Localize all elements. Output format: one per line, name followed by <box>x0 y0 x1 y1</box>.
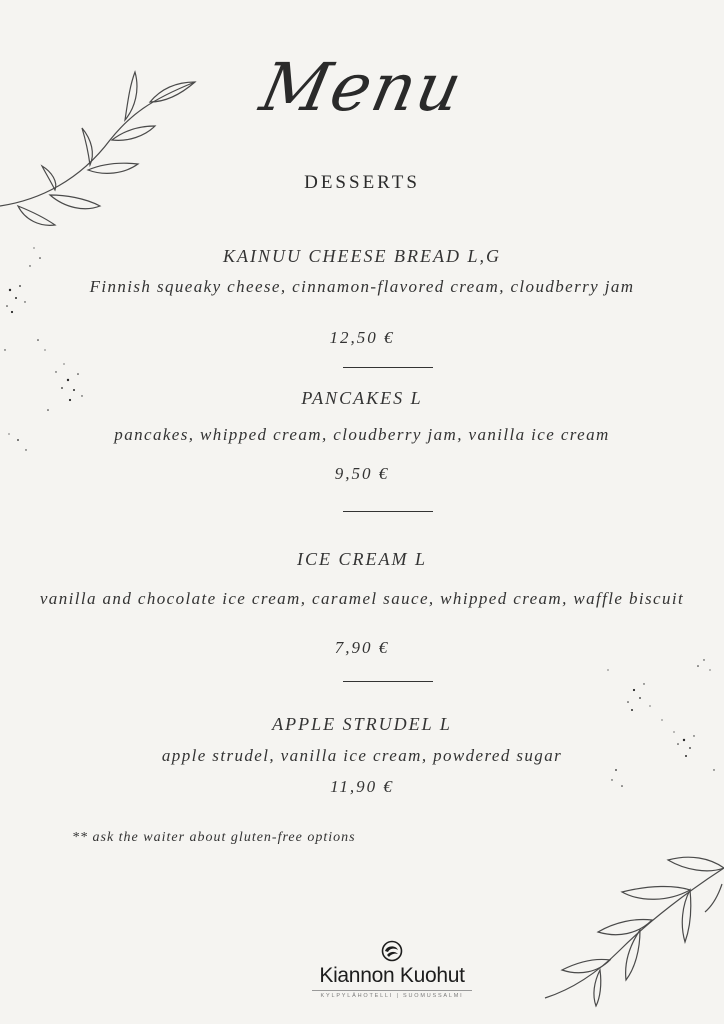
divider <box>343 367 433 368</box>
divider <box>343 681 433 682</box>
leaf-branch-bottom-right-icon <box>540 850 724 1020</box>
brand-name: Kiannon Kuohut <box>319 964 465 987</box>
menu-item-description: pancakes, whipped cream, cloudberry jam, vanilla ice cream <box>114 425 610 444</box>
divider <box>343 511 433 512</box>
menu-item-name: ICE CREAM L <box>297 549 427 569</box>
menu-item-description: Finnish squeaky cheese, cinnamon-flavored cream, cloudberry jam <box>89 277 635 296</box>
menu-item-price: 9,50 € <box>334 464 390 483</box>
swirl-icon <box>381 940 403 962</box>
gluten-free-note: ** ask the waiter about gluten-free options <box>72 830 356 845</box>
menu-item-description: vanilla and chocolate ice cream, caramel sauce, whipped cream, waffle biscuit <box>39 589 685 608</box>
section-heading: DESSERTS <box>304 172 420 193</box>
menu-item-price: 12,50 € <box>329 328 395 347</box>
page-title: Menu <box>254 49 471 126</box>
menu-item-description: apple strudel, vanilla ice cream, powdered sugar <box>161 746 563 765</box>
menu-item-name: KAINUU CHEESE BREAD L,G <box>223 246 501 266</box>
brand-subtitle: KYLPYLÄHOTELLI | SUOMUSSALMI <box>312 990 472 999</box>
menu-item-price: 11,90 € <box>330 777 394 796</box>
menu-item-price: 7,90 € <box>334 638 390 657</box>
brand-logo <box>312 940 472 999</box>
menu-item-name: APPLE STRUDEL L <box>272 714 452 734</box>
menu-item-name: PANCAKES L <box>301 388 423 408</box>
